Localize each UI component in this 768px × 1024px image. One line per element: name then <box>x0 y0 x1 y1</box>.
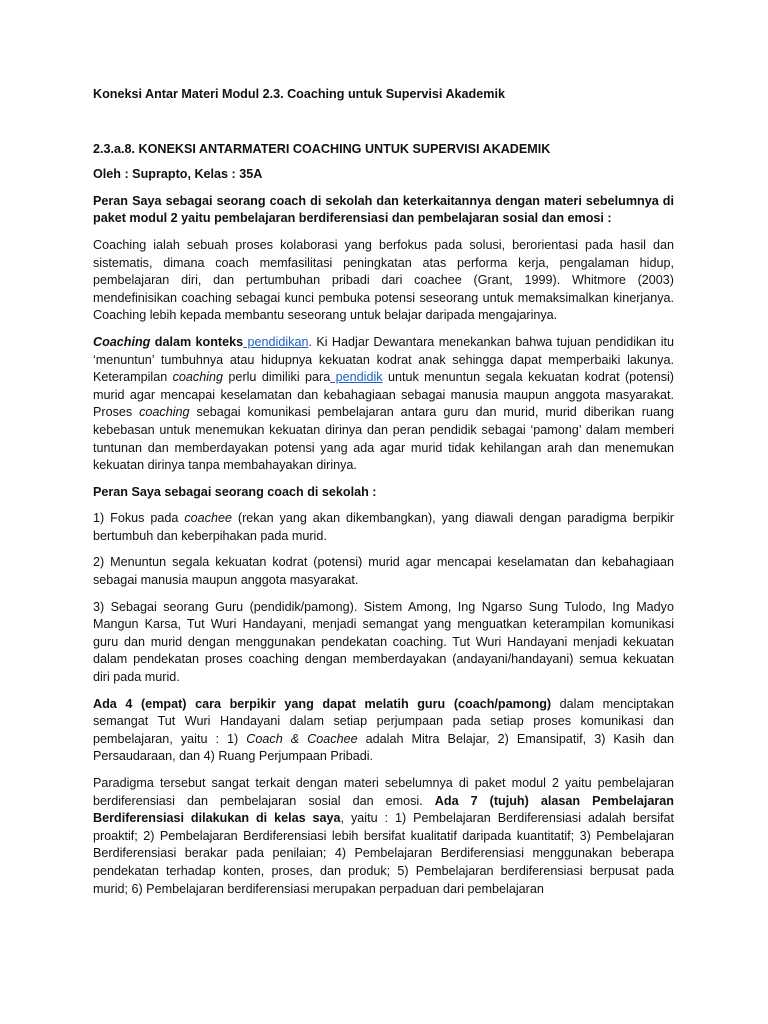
context-text-1: . Ki Hadjar Dewantara menekankan bahwa tujuan pendidikan itu ‘menuntun’ tumbuhnya atau hidupnya kekuatan kodrat anak sehingga dapat memperbaiki lakunya. Keterampilan <box>93 334 674 385</box>
paragraph-coaching-definition: Coaching ialah sebuah proses kolaborasi yang berfokus pada solusi, berorientasi pada hasil dan sistematis, dimana coach memfasilitasi peningkatan atas performa kerja, pengalaman hidup, pembelajaran diri, dan pertumbuhan pribadi dari coachee (Grant, 1999). Whitmore (2003) mendefinisikan coaching sebagai kunci pembuka potensi seseorang untuk memaksimalkan kinerjanya. Coaching lebih kepada membantu seseorang untuk belajar daripada mengajarinya. <box>93 237 674 323</box>
coaching-lead-italic: Coaching <box>93 334 151 349</box>
four-ways-text-1: dalam menciptakan semangat Tut Wuri Handayani dalam setiap perjumpaan pada setiap proses komunikasi dan pembelajaran, yaitu : 1) <box>93 696 674 746</box>
list-item-2: 2) Menuntun segala kekuatan kodrat (potensi) murid agar mencapai keselamatan dan kebahagiaan sebagai manusia maupun anggota masyarakat. <box>93 555 674 588</box>
context-italic-2: coaching <box>139 405 190 420</box>
item1-text-1: 1) Fokus pada <box>93 511 185 526</box>
four-ways-text-2: adalah Mitra Belajar, 2) Emansipatif, 3) Kasih dan Persaudaraan, dan 4) Ruang Perjumpaan Pribadi. <box>93 731 674 764</box>
context-italic-1: coaching <box>172 370 224 385</box>
author-line: Oleh : Suprapto, Kelas : 35A <box>93 167 263 182</box>
document-title: Koneksi Antar Materi Modul 2.3. Coaching untuk Supervisi Akademik <box>93 87 505 101</box>
context-text-4: sebagai komunikasi pembelajaran antara guru dan murid, murid diberikan ruang kebebasan untuk menemukan kekuatan dirinya dan peran pendidik sebagai ‘pamong’ dalam memberi tuntunan dan memberdayakan potensi yang ada agar murid tidak kehilangan arah dan menemukan kekuatan dirinya tanpa membahayakan dirinya. <box>93 405 674 473</box>
context-text-3: untuk menuntun segala kekuatan kodrat (potensi) murid agar mencapai keselamatan dan kebahagiaan sebagai manusia maupun anggota masyarakat. Proses <box>93 370 674 420</box>
diff-text-2: , yaitu : 1) Pembelajaran Berdiferensiasi adalah bersifat proaktif; 2) Pembelajaran Berdiferensiasi lebih bersifat kualitatif daripada kuantitatif; 3) Pembelajaran Berdiferensiasi berakar pada penilaian; 4) Pembelajaran Berdiferensiasi menggunakan beberapa pendekatan terhadap konten, proses, dan produk; 5) Pembelajaran berdiferensiasi berpusat pada murid; 6) Pembelajaran berdiferensiasi merupakan perpaduan dari pembelajaran <box>93 811 674 896</box>
link-pendidikan[interactable]: pendidikan <box>243 334 309 349</box>
section-heading: 2.3.a.8. KONEKSI ANTARMATERI COACHING UNTUK SUPERVISI AKADEMIK <box>93 141 551 156</box>
list-item-1 <box>93 510 674 545</box>
item1-text-2: (rekan yang akan dikembangkan), yang diawali dengan paradigma berpikir bertumbuh dan keberpihakan pada murid. <box>93 511 674 543</box>
role-heading: Peran Saya sebagai seorang coach di sekolah : <box>93 484 377 499</box>
paragraph-differentiation <box>93 775 674 898</box>
paragraph-four-ways <box>93 696 674 766</box>
four-ways-bold: Ada 4 (empat) cara berpikir yang dapat melatih guru (coach/pamong) <box>93 696 552 711</box>
link-pendidik[interactable]: pendidik <box>330 370 383 385</box>
intro-heading: Peran Saya sebagai seorang coach di sekolah dan keterkaitannya dengan materi sebelumnya di paket modul 2 yaitu pembelajaran berdiferensiasi dan pembelajaran sosial dan emosi : <box>93 193 674 226</box>
paragraph-coaching-context <box>93 334 674 475</box>
context-text-2: perlu dimiliki para <box>223 370 331 385</box>
four-ways-italic: Coach & Coachee <box>246 731 358 746</box>
list-item-3: 3) Sebagai seorang Guru (pendidik/pamong). Sistem Among, Ing Ngarso Sung Tulodo, Ing Madyo Mangun Karsa, Tut Wuri Handayani, menjadi semangat yang menguatkan keterampilan komunikasi guru dan murid dengan menggunakan pendekatan coaching. Tut Wuri Handayani menjadi kekuatan dalam pendekatan proses coaching dengan memberdayakan (andayani/handayani) semua kekuatan diri pada murid. <box>93 599 674 685</box>
item1-italic: coachee <box>184 511 232 526</box>
coaching-lead-bold: dalam konteks <box>150 334 244 349</box>
diff-bold: Ada 7 (tujuh) alasan Pembelajaran Berdiferensiasi dilakukan di kelas saya <box>93 793 675 826</box>
diff-text-1: Paradigma tersebut sangat terkait dengan materi sebelumnya di paket modul 2 yaitu pembelajaran berdiferensiasi dan pembelajaran sosial dan emosi. <box>93 776 674 808</box>
